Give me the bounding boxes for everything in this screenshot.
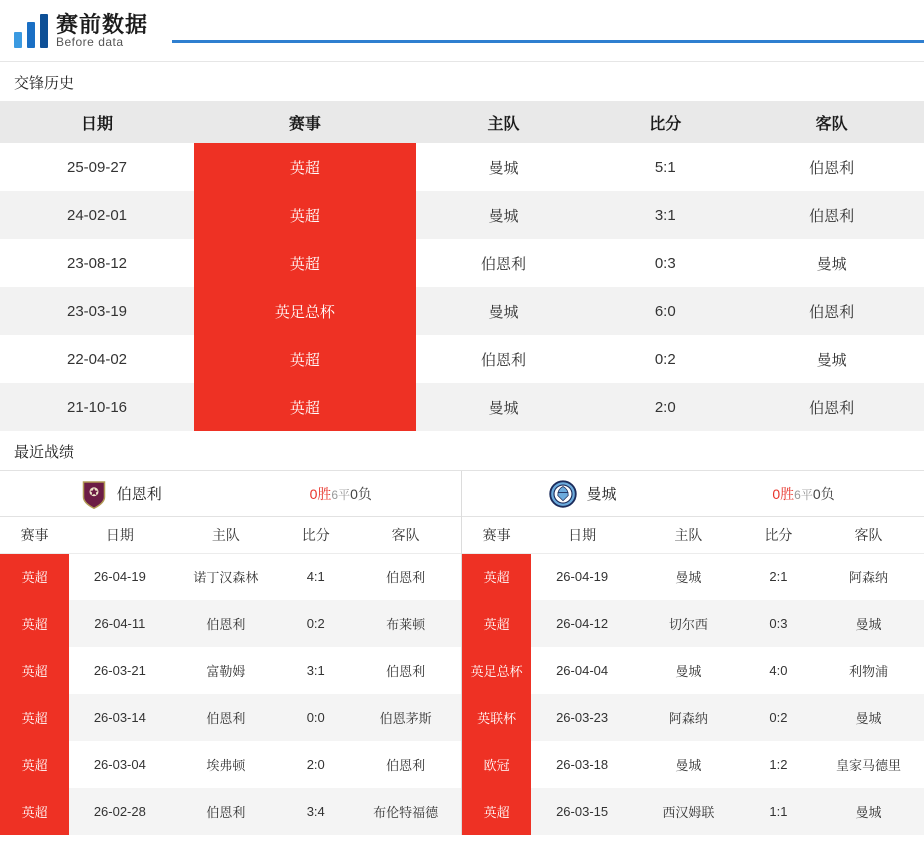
- h2h-col-away: 客队: [739, 101, 924, 143]
- logo-bars-icon: [14, 14, 48, 48]
- record-draw-right: 6平: [794, 487, 813, 502]
- table-row: [0, 335, 924, 383]
- record-win-left: 0胜: [309, 485, 332, 502]
- h2h-away-team: 曼城: [739, 335, 924, 383]
- form-competition: 英联杯: [462, 694, 531, 741]
- form-away-team: 伯恩茅斯: [350, 694, 461, 741]
- team-name-right: 曼城: [586, 486, 617, 503]
- team-name-left: 伯恩利: [116, 486, 162, 503]
- list-item: [0, 741, 461, 788]
- h2h-score: 6:0: [591, 287, 739, 335]
- h2h-home-team: 伯恩利: [416, 335, 592, 383]
- form-home-team: 曼城: [633, 553, 744, 600]
- form-home-team: 曼城: [633, 741, 744, 788]
- h2h-col-home: 主队: [416, 101, 592, 143]
- record-loss-left: 0负: [350, 485, 372, 502]
- form-competition: 英超: [0, 647, 69, 694]
- form-date: 26-04-04: [531, 647, 633, 694]
- record-loss-right: 0负: [812, 485, 835, 502]
- form-score: 0:0: [281, 694, 350, 741]
- h2h-competition: 英足总杯: [194, 287, 416, 335]
- h2h-section-title: 交锋历史: [14, 75, 75, 92]
- form-col-score: 比分: [744, 517, 813, 553]
- form-competition: 英超: [462, 600, 531, 647]
- form-date: 26-04-19: [69, 553, 170, 600]
- form-date: 26-03-21: [69, 647, 170, 694]
- form-header-row-right: [462, 517, 924, 553]
- list-item: [462, 788, 924, 835]
- form-home-team: 埃弗顿: [171, 741, 282, 788]
- form-competition: 英足总杯: [462, 647, 531, 694]
- form-competition: 英超: [0, 553, 69, 600]
- h2h-competition: 英超: [194, 335, 416, 383]
- record-left: [231, 484, 452, 504]
- form-away-team: 布伦特福德: [350, 788, 461, 835]
- form-score: 3:4: [281, 788, 350, 835]
- list-item: [462, 553, 924, 600]
- list-item: [462, 600, 924, 647]
- h2h-col-comp: 赛事: [194, 101, 416, 143]
- h2h-away-team: 伯恩利: [739, 191, 924, 239]
- form-score: 1:1: [744, 788, 813, 835]
- form-home-team: 曼城: [633, 647, 744, 694]
- h2h-col-date: 日期: [0, 101, 194, 143]
- form-score: 4:0: [744, 647, 813, 694]
- form-home-team: 西汉姆联: [633, 788, 744, 835]
- logo-title: 赛前数据: [56, 11, 149, 37]
- form-col-score: 比分: [281, 517, 350, 553]
- form-away-team: 布莱顿: [350, 600, 461, 647]
- table-row: [0, 143, 924, 191]
- table-row: [0, 287, 924, 335]
- form-away-team: 皇家马德里: [813, 741, 924, 788]
- list-item: [0, 788, 461, 835]
- burnley-crest-icon: [79, 479, 109, 509]
- h2h-away-team: 伯恩利: [739, 287, 924, 335]
- record-win-right: 0胜: [772, 485, 795, 502]
- logo-subtitle: Before data: [56, 34, 124, 49]
- team-header-left: [0, 471, 461, 517]
- form-date: 26-03-14: [69, 694, 170, 741]
- form-score: 2:1: [744, 553, 813, 600]
- form-date: 26-04-11: [69, 600, 170, 647]
- form-competition: 英超: [0, 600, 69, 647]
- team-header-right: [462, 471, 924, 517]
- form-away-team: 曼城: [813, 788, 924, 835]
- form-date: 26-03-23: [531, 694, 633, 741]
- list-item: [0, 647, 461, 694]
- list-item: [0, 694, 461, 741]
- form-competition: 英超: [0, 694, 69, 741]
- h2h-score: 0:3: [591, 239, 739, 287]
- h2h-date: 23-08-12: [0, 239, 194, 287]
- form-date: 26-04-12: [531, 600, 633, 647]
- form-away-team: 伯恩利: [350, 647, 461, 694]
- h2h-home-team: 曼城: [416, 191, 592, 239]
- recent-form-section: [0, 470, 924, 835]
- form-score: 0:3: [744, 600, 813, 647]
- form-home-team: 诺丁汉森林: [171, 553, 282, 600]
- h2h-score: 0:2: [591, 335, 739, 383]
- record-right: [693, 484, 914, 504]
- form-date: 26-03-15: [531, 788, 633, 835]
- form-away-team: 曼城: [813, 600, 924, 647]
- form-home-team: 切尔西: [633, 600, 744, 647]
- h2h-score: 5:1: [591, 143, 739, 191]
- form-home-team: 伯恩利: [171, 788, 282, 835]
- form-col-away: 客队: [350, 517, 461, 553]
- form-home-team: 伯恩利: [171, 694, 282, 741]
- form-competition: 欧冠: [462, 741, 531, 788]
- man-city-crest-icon: [548, 479, 578, 509]
- h2h-date: 25-09-27: [0, 143, 194, 191]
- header-divider: [172, 40, 924, 43]
- h2h-table: [0, 101, 924, 431]
- form-date: 26-02-28: [69, 788, 170, 835]
- h2h-competition: 英超: [194, 143, 416, 191]
- form-col-home: 主队: [171, 517, 282, 553]
- form-col-comp: 赛事: [0, 517, 69, 553]
- h2h-away-team: 伯恩利: [739, 383, 924, 431]
- record-draw-left: 6平: [331, 487, 351, 502]
- h2h-col-score: 比分: [591, 101, 739, 143]
- form-table-right: [462, 517, 924, 835]
- recent-col-right: [462, 471, 924, 835]
- logo-text: [56, 13, 148, 49]
- list-item: [462, 647, 924, 694]
- form-score: 0:2: [744, 694, 813, 741]
- form-home-team: 富勒姆: [171, 647, 282, 694]
- form-col-away: 客队: [813, 517, 924, 553]
- form-away-team: 伯恩利: [350, 553, 461, 600]
- h2h-home-team: 曼城: [416, 287, 592, 335]
- form-col-home: 主队: [633, 517, 744, 553]
- table-row: [0, 383, 924, 431]
- form-date: 26-04-19: [531, 553, 633, 600]
- team-identity-left: [10, 479, 231, 509]
- form-table-left: [0, 517, 461, 835]
- list-item: [0, 600, 461, 647]
- h2h-score: 2:0: [591, 383, 739, 431]
- h2h-home-team: 曼城: [416, 383, 592, 431]
- h2h-away-team: 曼城: [739, 239, 924, 287]
- form-score: 1:2: [744, 741, 813, 788]
- team-identity-right: [472, 479, 693, 509]
- page-header: [0, 0, 924, 62]
- recent-col-left: [0, 471, 462, 835]
- form-home-team: 阿森纳: [633, 694, 744, 741]
- recent-section-title: 最近战绩: [14, 444, 75, 461]
- h2h-away-team: 伯恩利: [739, 143, 924, 191]
- h2h-competition: 英超: [194, 383, 416, 431]
- h2h-score: 3:1: [591, 191, 739, 239]
- h2h-header-row: [0, 101, 924, 143]
- h2h-date: 22-04-02: [0, 335, 194, 383]
- h2h-competition: 英超: [194, 191, 416, 239]
- form-score: 0:2: [281, 600, 350, 647]
- form-score: 2:0: [281, 741, 350, 788]
- form-competition: 英超: [462, 788, 531, 835]
- form-away-team: 利物浦: [813, 647, 924, 694]
- form-competition: 英超: [462, 553, 531, 600]
- form-col-date: 日期: [531, 517, 633, 553]
- table-row: [0, 239, 924, 287]
- form-score: 4:1: [281, 553, 350, 600]
- form-away-team: 曼城: [813, 694, 924, 741]
- table-row: [0, 191, 924, 239]
- list-item: [462, 741, 924, 788]
- form-col-date: 日期: [69, 517, 170, 553]
- h2h-home-team: 伯恩利: [416, 239, 592, 287]
- form-competition: 英超: [0, 788, 69, 835]
- h2h-date: 21-10-16: [0, 383, 194, 431]
- form-home-team: 伯恩利: [171, 600, 282, 647]
- h2h-home-team: 曼城: [416, 143, 592, 191]
- form-date: 26-03-04: [69, 741, 170, 788]
- form-competition: 英超: [0, 741, 69, 788]
- form-col-comp: 赛事: [462, 517, 531, 553]
- form-date: 26-03-18: [531, 741, 633, 788]
- list-item: [0, 553, 461, 600]
- form-score: 3:1: [281, 647, 350, 694]
- form-away-team: 伯恩利: [350, 741, 461, 788]
- h2h-date: 23-03-19: [0, 287, 194, 335]
- form-header-row-left: [0, 517, 461, 553]
- list-item: [462, 694, 924, 741]
- h2h-competition: 英超: [194, 239, 416, 287]
- h2h-date: 24-02-01: [0, 191, 194, 239]
- form-away-team: 阿森纳: [813, 553, 924, 600]
